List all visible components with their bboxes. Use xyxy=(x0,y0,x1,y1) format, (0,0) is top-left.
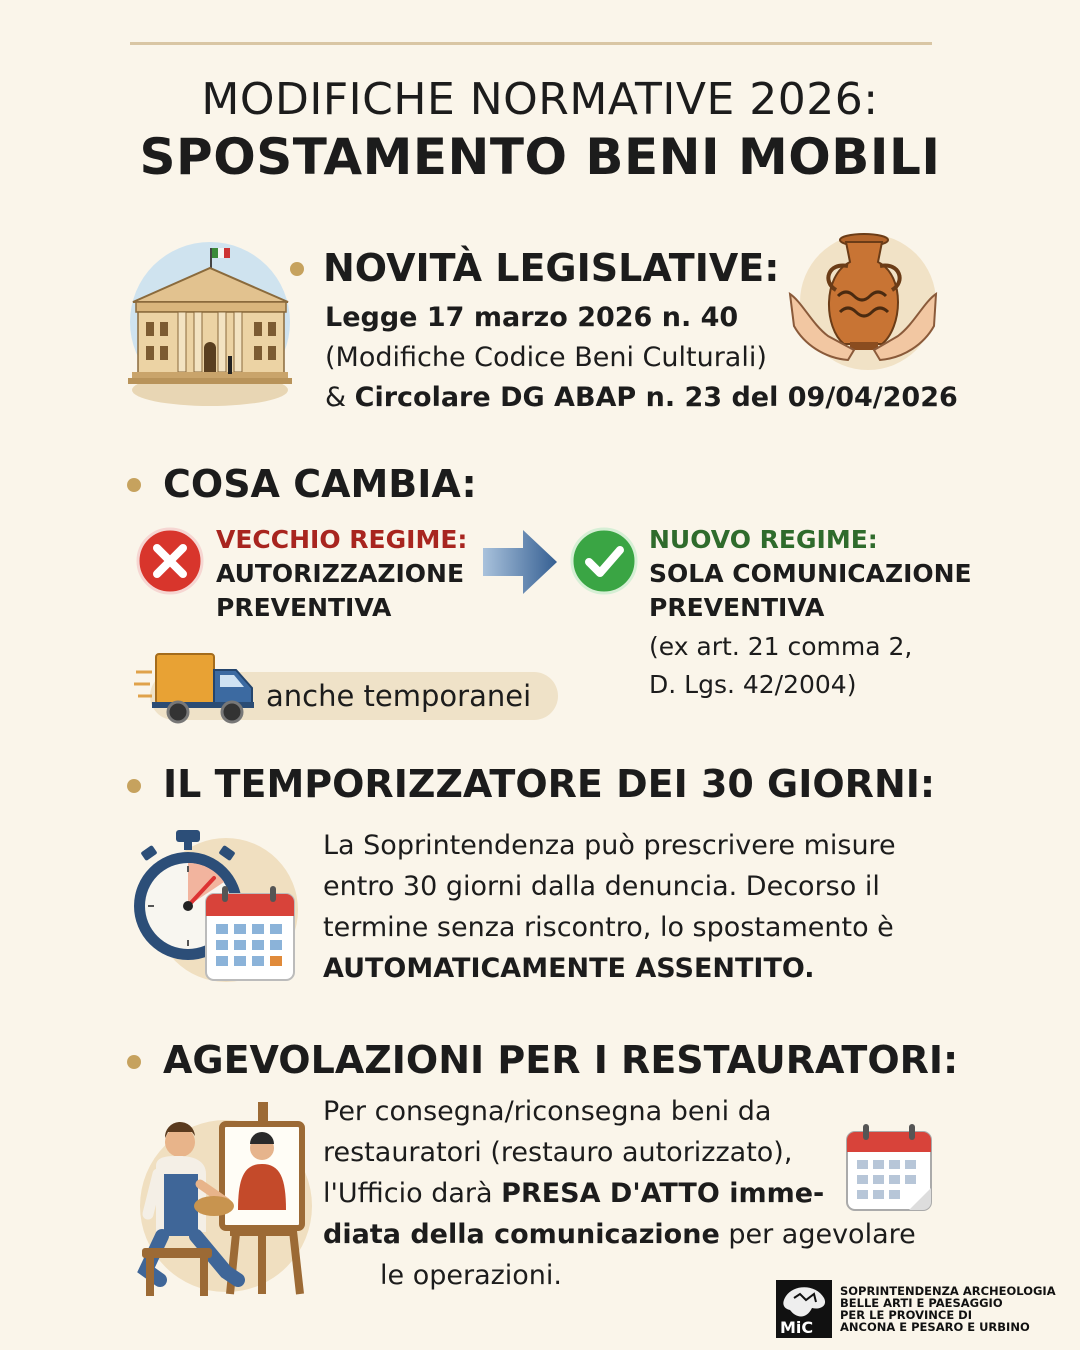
new-regime-title: NUOVO REGIME: xyxy=(649,525,878,554)
new-regime-note1: (ex art. 21 comma 2, xyxy=(649,632,913,661)
new-regime-line2: PREVENTIVA xyxy=(649,593,825,622)
restauratori-line4-text: per agevolare xyxy=(719,1219,916,1250)
novita-circolare-line xyxy=(325,378,958,418)
timer-heading: IL TEMPORIZZATORE DEI 30 GIORNI: xyxy=(163,762,936,806)
restauratori-line3-bold: PRESA D'ATTO imme- xyxy=(501,1178,825,1209)
restauratori-line1: Per consegna/riconsegna beni da xyxy=(323,1096,772,1127)
mic-logo xyxy=(776,1280,832,1338)
old-regime-line1: AUTORIZZAZIONE xyxy=(216,559,465,588)
calendar-icon xyxy=(843,1122,935,1214)
novita-modifiche-line: (Modifiche Codice Beni Culturali) xyxy=(325,342,767,373)
check-icon xyxy=(570,527,638,595)
cosa-cambia-heading: COSA CAMBIA: xyxy=(163,462,477,506)
bullet-marker xyxy=(127,779,141,793)
mic-logo-text: MiC xyxy=(780,1318,814,1337)
novita-ampersand: & xyxy=(325,382,355,413)
stopwatch-calendar-icon xyxy=(134,828,304,988)
org-name-line1: SOPRINTENDENZA ARCHEOLOGIA xyxy=(840,1284,1056,1298)
restauratori-line3 xyxy=(323,1174,824,1214)
novita-heading: NOVITÀ LEGISLATIVE: xyxy=(323,246,780,290)
timer-line4: AUTOMATICAMENTE ASSENTITO. xyxy=(323,953,815,984)
cross-icon xyxy=(136,527,204,595)
timer-line2: entro 30 giorni dalla denuncia. Decorso il xyxy=(323,871,880,902)
restauratori-line3-text: l'Ufficio darà xyxy=(323,1178,502,1209)
restauratori-line2: restauratori (restauro autorizzato), xyxy=(323,1137,793,1168)
org-name-line2: BELLE ARTI E PAESAGGIO xyxy=(840,1296,1003,1310)
old-regime-line2: PREVENTIVA xyxy=(216,593,392,622)
bullet-marker xyxy=(290,262,304,276)
page-title-line2: SPOSTAMENTO BENI MOBILI xyxy=(139,128,941,186)
org-name-line3: PER LE PROVINCE DI xyxy=(840,1308,973,1322)
painter-easel-icon xyxy=(134,1102,320,1298)
restauratori-heading: AGEVOLAZIONI PER I RESTAURATORI: xyxy=(163,1038,959,1082)
timer-line1: La Soprintendenza può prescrivere misure xyxy=(323,830,896,861)
arrow-right-icon xyxy=(483,530,559,594)
top-divider xyxy=(130,42,932,45)
truck-icon xyxy=(134,650,259,725)
novita-circolare-bold: Circolare DG ABAP n. 23 del 09/04/2026 xyxy=(354,382,958,413)
restauratori-line4 xyxy=(323,1215,916,1255)
bullet-marker xyxy=(127,478,141,492)
museum-building-icon xyxy=(128,240,293,410)
novita-law-line: Legge 17 marzo 2026 n. 40 xyxy=(325,302,739,333)
old-regime-title: VECCHIO REGIME: xyxy=(216,525,468,554)
org-name-line4: ANCONA E PESARO E URBINO xyxy=(840,1320,1030,1334)
amphora-hands-icon xyxy=(784,232,942,382)
restauratori-line4-bold: diata della comunicazione xyxy=(323,1219,720,1250)
page-title-line1: MODIFICHE NORMATIVE 2026: xyxy=(201,74,879,125)
restauratori-line5: le operazioni. xyxy=(380,1260,562,1291)
bullet-marker xyxy=(127,1055,141,1069)
timer-line3: termine senza riscontro, lo spostamento è xyxy=(323,912,894,943)
new-regime-line1: SOLA COMUNICAZIONE xyxy=(649,559,972,588)
new-regime-note2: D. Lgs. 42/2004) xyxy=(649,670,857,699)
temporanei-label: anche temporanei xyxy=(266,679,532,713)
